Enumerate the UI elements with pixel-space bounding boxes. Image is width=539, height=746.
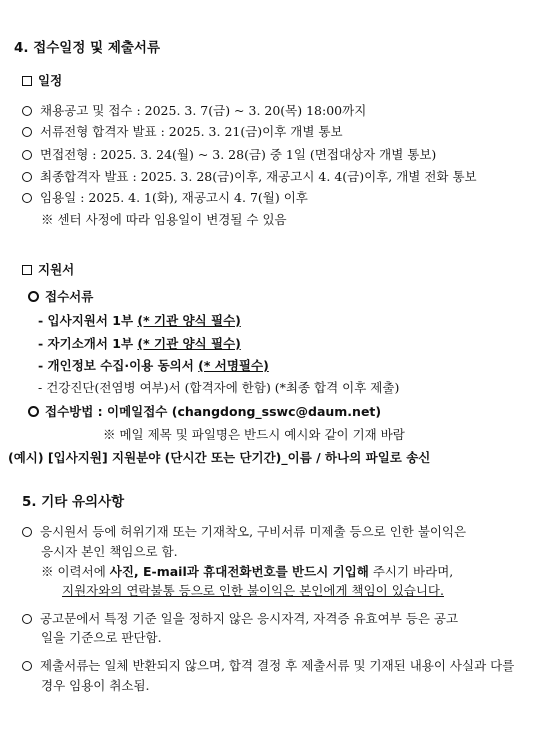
documents-heading-label: 지원서 [38, 262, 75, 277]
documents-heading [22, 262, 74, 278]
note-1-line-1: 응시원서 등에 허위기재 또는 기재착오, 구비서류 미제출 등으로 인한 불이익은 [22, 524, 466, 540]
section-4-title: 4. 접수일정 및 제출서류 [14, 40, 160, 56]
section-5-title: 5. 기타 유의사항 [22, 494, 125, 510]
circle-bullet-icon [22, 527, 32, 537]
circle-bullet-icon [22, 106, 32, 116]
circle-bullet-icon [28, 291, 39, 302]
method-note: ※ 메일 제목 및 파일명은 반드시 예시와 같이 기재 바람 [103, 427, 405, 442]
schedule-heading [22, 73, 62, 89]
note-2-line-2: 일을 기준으로 판단함. [41, 630, 162, 645]
sub-note-line-2: 지원자와의 연락불통 등으로 인한 불이익은 본인에게 책임이 있습니다. [62, 583, 444, 598]
doc-item-4: - 건강진단(전염병 여부)서 (합격자에 한함) (*최종 합격 이후 제출) [38, 380, 400, 395]
sub-note-line-1: ※ 이력서에 사진, E-mail과 휴대전화번호를 반드시 기입해 주시기 바라며, [41, 564, 454, 579]
doc-item-2: - 자기소개서 1부 (* 기관 양식 필수) [38, 336, 241, 351]
circle-bullet-icon [22, 614, 32, 624]
schedule-item-1: 채용공고 및 접수 : 2025. 3. 7(금) ~ 3. 20(목) 18:00까지 [22, 103, 366, 119]
schedule-note: ※ 센터 사정에 따라 임용일이 변경될 수 있음 [41, 212, 287, 227]
circle-bullet-icon [22, 150, 32, 160]
note-3-line-1: 제출서류는 일체 반환되지 않으며, 합격 결정 후 제출서류 및 기재된 내용이 사실과 다를 [22, 658, 514, 674]
schedule-item-5: 임용일 : 2025. 4. 1(화), 재공고시 4. 7(월) 이후 [22, 190, 308, 206]
circle-bullet-icon [22, 193, 32, 203]
square-bullet-icon [22, 76, 32, 86]
square-bullet-icon [22, 265, 32, 275]
receipt-method: 접수방법 : 이메일접수 (changdong_sswc@daum.net) [28, 404, 381, 420]
schedule-item-3: 면접전형 : 2025. 3. 24(월) ~ 3. 28(금) 중 1일 (면접대상자 개별 통보) [22, 147, 436, 163]
doc-item-3: - 개인정보 수집·이용 동의서 (* 서명필수) [38, 358, 269, 373]
circle-bullet-icon [22, 172, 32, 182]
circle-bullet-icon [28, 406, 39, 417]
doc-item-1: - 입사지원서 1부 (* 기관 양식 필수) [38, 313, 241, 328]
note-3-line-2: 경우 임용이 취소됨. [41, 678, 150, 693]
note-2-line-1: 공고문에서 특정 기준 일을 정하지 않은 응시자격, 자격증 유효여부 등은 공고 [22, 611, 458, 627]
schedule-item-4: 최종합격자 발표 : 2025. 3. 28(금)이후, 재공고시 4. 4(금)이후, 개별 전화 통보 [22, 169, 477, 185]
submission-example: (예시) [입사지원] 지원분야 (단시간 또는 단기간)_이름 / 하나의 파일로 송신 [8, 450, 431, 465]
note-1-line-2: 응시자 본인 책임으로 함. [41, 544, 178, 559]
schedule-item-2: 서류전형 합격자 발표 : 2025. 3. 21(금)이후 개별 통보 [22, 124, 343, 140]
circle-bullet-icon [22, 127, 32, 137]
circle-bullet-icon [22, 661, 32, 671]
receipt-heading: 접수서류 [28, 289, 93, 305]
schedule-heading-label: 일정 [38, 73, 63, 88]
